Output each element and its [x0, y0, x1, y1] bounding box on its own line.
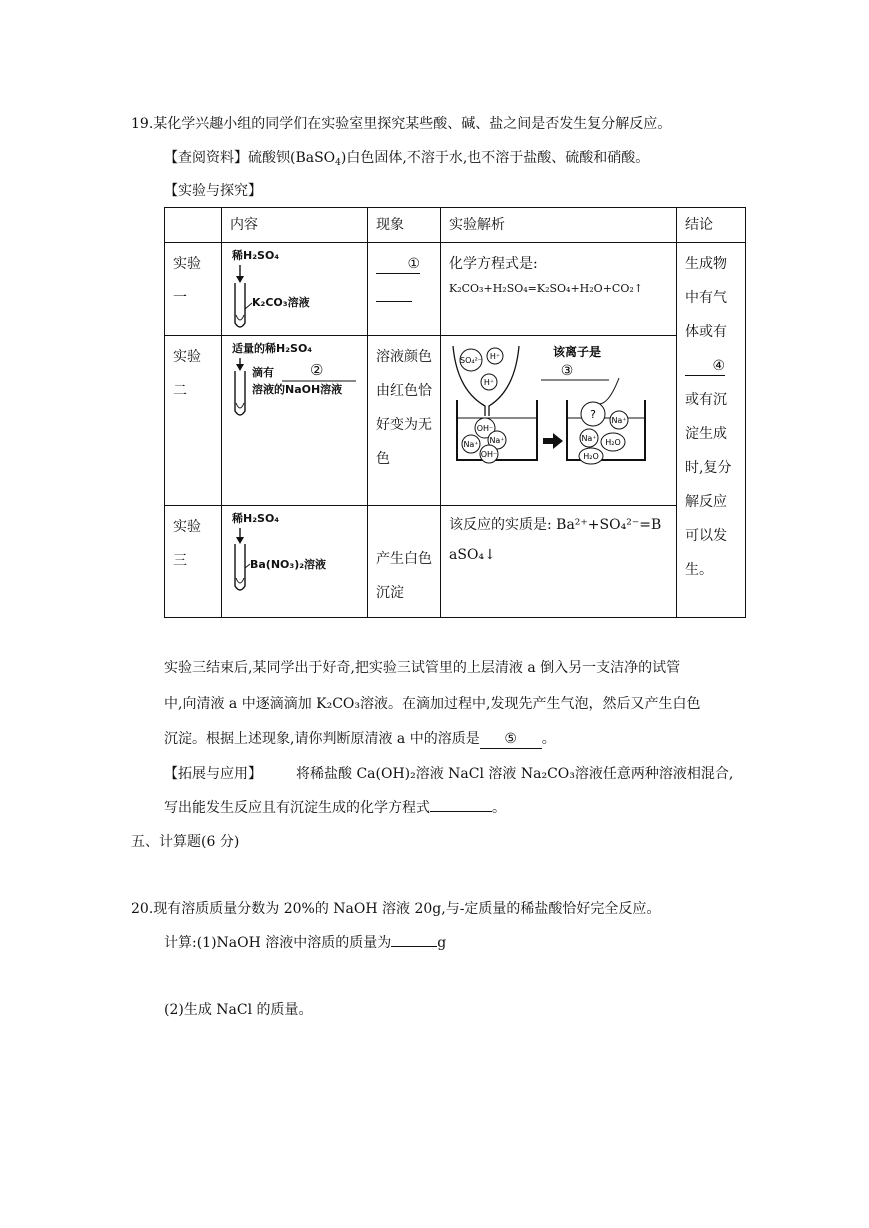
blank-3: ③ [560, 363, 574, 379]
header-phenomenon: 现象 [368, 208, 441, 243]
ion-label: Na⁺ [463, 440, 479, 449]
blank-4: ④ [685, 357, 725, 376]
q20-calc1 [164, 933, 446, 953]
arrow-head-1 [236, 276, 244, 283]
extension-end: 。 [492, 800, 506, 816]
ion-label: SO₄²⁻ [459, 356, 483, 365]
extension-line2-text: 写出能发生反应且有沉淀生成的化学方程式 [164, 800, 430, 816]
ion-label: OH⁻ [480, 450, 498, 459]
tube2-mid-reagent: 滴有 [252, 366, 274, 379]
reference-text: 硫酸钡(BaSO [248, 150, 336, 166]
explore-label: 【实验与探究】 [164, 183, 262, 199]
label-leader-1 [245, 303, 252, 309]
extension-line2 [164, 798, 506, 818]
tube3-top-reagent: 稀H₂SO₄ [232, 512, 280, 525]
table-row [165, 243, 746, 336]
q19-intro: 19.某化学兴趣小组的同学们在实验室里探究某些酸、碱、盐之间是否发生复分解反应。 [131, 116, 672, 132]
para1-line3 [164, 729, 556, 749]
extension-blank [430, 811, 492, 812]
extension-line [164, 764, 733, 784]
section-5-title: 五、计算题(6 分) [131, 834, 240, 850]
ion-label: H⁺ [489, 352, 501, 361]
ion-label: OH⁻ [476, 424, 494, 433]
blank-1: ① [376, 255, 420, 274]
ion-label: Na⁺ [581, 434, 597, 443]
ion-reaction-diagram [449, 342, 685, 472]
tube1-bottom-reagent: K₂CO₃溶液 [252, 296, 310, 309]
analysis-1-equation: K₂CO₃+H₂SO₄=K₂SO₄+H₂O+CO₂↑ [449, 282, 643, 295]
tube1-top-reagent: 稀H₂SO₄ [232, 249, 280, 262]
analysis-1-label: 化学方程式是: [449, 256, 538, 272]
extension-text: 将稀盐酸 Ca(OH)₂溶液 NaCl 溶液 Na₂CO₃溶液任意两种溶液相混合, [296, 766, 734, 782]
table-row [165, 336, 746, 506]
ion-label: Na⁺ [489, 436, 505, 445]
blank-1-line [376, 301, 412, 302]
q20-calc1-text: 计算:(1)NaOH 溶液中溶质的质量为 [164, 935, 392, 951]
ion-label: ? [590, 408, 596, 421]
para1-line3-text: 沉淀。根据上述现象,请你判断原清液 a 中的溶质是 [164, 731, 480, 747]
tube-liquid-1 [236, 315, 244, 320]
arrow-head-3 [236, 537, 244, 544]
experiment-2-phenomenon: 溶液颜色由红色恰好变为无色 [368, 336, 441, 506]
experiment-2-name: 实验二 [165, 336, 222, 506]
conclusion-part-a: 生成物中有气体或有 [685, 256, 727, 340]
reference-subscript: 4 [335, 158, 341, 168]
ion-pointer-line [599, 378, 619, 404]
experiment-2-diagram [222, 336, 368, 506]
header-blank [165, 208, 222, 243]
ion-label: H₂O [583, 452, 599, 461]
experiment-2-analysis [441, 336, 677, 506]
experiment-3-analysis: 该反应的实质是: Ba²⁺+SO₄²⁻=BaSO₄↓ [441, 506, 677, 618]
header-conclusion: 结论 [677, 208, 746, 243]
reference-text-end: )白色固体,不溶于水,也不溶于盐酸、硫酸和硝酸。 [340, 150, 650, 166]
q20-intro: 20.现有溶质质量分数为 20%的 NaOH 溶液 20g,与-定质量的稀盐酸恰好完全反应。 [131, 901, 661, 917]
tube-liquid-2 [236, 403, 244, 408]
conclusion-cell [677, 243, 746, 618]
blank-2: ② [310, 361, 324, 379]
q20-calc2: (2)生成 NaCl 的质量。 [164, 1002, 313, 1018]
experiment-1-name: 实验一 [165, 243, 222, 336]
experiment-3-phenomenon: 产生白色沉淀 [368, 506, 441, 618]
beaker-right [567, 400, 645, 460]
q20-calc1-blank [391, 946, 437, 947]
ion-label: Na⁺ [611, 416, 627, 425]
experiment-1-analysis [441, 243, 677, 336]
experiment-3-name: 实验三 [165, 506, 222, 618]
conclusion-part-b: 或有沉淀生成时,复分解反应可以发生。 [685, 392, 732, 578]
table-header-row [165, 208, 746, 243]
ion-question-label: 该离子是 [553, 345, 602, 359]
experiment-1-diagram [222, 243, 368, 336]
tube2-top-reagent: 适量的稀H₂SO₄ [232, 342, 313, 355]
tube-liquid-3 [236, 578, 244, 583]
ion-label: H⁺ [483, 378, 495, 387]
blank-5: ⑤ [480, 730, 542, 749]
ion-label: H₂O [605, 438, 621, 447]
reaction-arrow [543, 433, 563, 449]
experiment-table [164, 207, 746, 618]
tube3-bottom-reagent: Ba(NO₃)₂溶液 [250, 558, 327, 571]
para1-line2: 中,向清液 a 中逐滴滴加 K₂CO₃溶液。在滴加过程中,发现先产生气泡，然后又产生白色 [164, 696, 701, 712]
tube2-bottom-reagent: 溶液的NaOH溶液 [252, 383, 343, 396]
extension-label: 【拓展与应用】 [164, 766, 262, 782]
header-analysis: 实验解析 [441, 208, 677, 243]
table-row [165, 506, 746, 618]
para1-line1: 实验三结束后,某同学出于好奇,把实验三试管里的上层清液 a 倒入另一支洁净的试管 [164, 660, 681, 676]
para1-end: 。 [541, 731, 556, 747]
experiment-3-diagram [222, 506, 368, 618]
q20-calc1-unit: g [437, 935, 447, 951]
experiment-1-phenomenon [368, 243, 441, 336]
header-content: 内容 [222, 208, 368, 243]
reference-label: 【查阅资料】 [164, 150, 248, 166]
reference-paragraph [164, 148, 649, 173]
arrow-head-2 [236, 364, 244, 371]
